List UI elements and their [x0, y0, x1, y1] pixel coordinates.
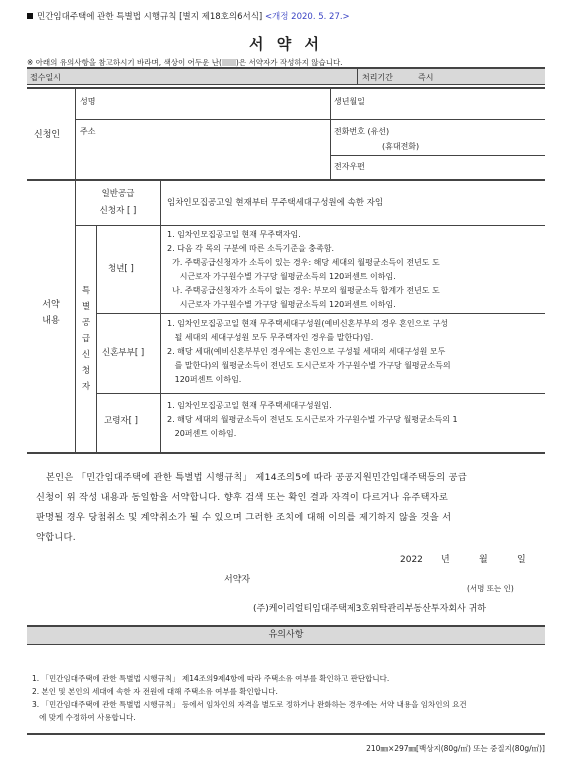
newlywed-checkbox[interactable]: 신혼부부[ ] [102, 348, 145, 358]
notes-title: 유의사항 [268, 630, 304, 640]
general-supply-checkbox[interactable]: 일반공급 신청자 [ ] [99, 189, 137, 216]
list-item: 2. 본인 및 본인의 세대에 속한 자 전원에 대해 주택소유 여부를 확인합니다. [32, 687, 278, 696]
instruction-note: ※ 아래의 유의사항을 참고하시기 바라며, 색상이 어두운 난( )은 서약자가 작성하지 않습니다. [27, 58, 343, 67]
shaded-swatch-icon [222, 59, 236, 66]
youth-conditions: 1. 임차인모집공고일 현재 무주택자임. 2. 다음 각 목의 구분에 따른 소득기준을 충족함. 가. 주택공급신청자가 소득이 있는 경우: 해당 세대의 월평균소득이 전년도 도 시근로자 가구원수별 가구당 월평균소득의 120퍼센트 이하임. 나. 주택공급신청자가 소득이 없는 경우: 부모의 월평균소득 합계가 전년도 도 시근로자 가구원수별 가구당 월평균소득의 120퍼센트 이하임. [167, 230, 440, 309]
year-unit: 년 [441, 555, 450, 565]
general-supply-text: 임차인모집공고일 현재부터 무주택세대구성원에 속한 자임 [167, 198, 384, 208]
name-field[interactable]: 성명 [80, 97, 96, 106]
list-item: 1. 「민간임대주택에 관한 특별법 시행규칙」 제14조의9제4항에 따라 주택소유 여부를 확인하고 판단합니다. [32, 674, 390, 683]
applicant-section-label: 신청인 [34, 130, 61, 140]
list-item: 3. 「민간임대주택에 관한 특별법 시행규칙」 등에서 임차인의 자격을 별도로 정하거나 완화하는 경우에는 서약 내용을 임차인의 요건 [32, 700, 467, 709]
recipient: (주)케이리얼티임대주택제3호위탁관리부동산투자회사 귀하 [253, 604, 486, 614]
receipt-row [27, 69, 545, 84]
revision-date: <개정 2020. 5. 27.> [264, 12, 350, 22]
mobile-field[interactable]: (휴대전화) [382, 142, 420, 151]
form-header [27, 12, 350, 23]
square-bullet-icon [27, 13, 33, 19]
day-unit: 일 [517, 555, 526, 565]
oath-paragraph: 본인은 「민간임대주택에 관한 특별법 시행규칙」 제14조의5에 따라 공공지원민간임대주택등의 공급 신청이 위 작성 내용과 동일함을 서약합니다. 향후 검색 또는 확인 결과 자격이 다르거나 유주택자로 판명될 경우 당첨취소 및 계약취소가 될 수 있으며 그러한 조치에 대해 이의를 제기하지 않을 것을 서 약합니다. [36, 472, 468, 543]
senior-checkbox[interactable]: 고령자[ ] [104, 416, 138, 426]
form-label: 민간임대주택에 관한 특별법 시행규칙 [별지 제18호의6서식] [37, 12, 263, 22]
special-supply-label: 특 별 공 급 신 청 자 [81, 286, 91, 392]
pledge-section-label: 서약 내용 [42, 300, 60, 326]
signature-hint: (서명 또는 인) [467, 584, 514, 593]
month-unit: 월 [479, 555, 488, 565]
date-year[interactable]: 2022 [400, 555, 423, 565]
phone-field[interactable]: 전화번호 (유선) [334, 127, 390, 136]
senior-conditions: 1. 임차인모집공고일 현재 무주택세대구성원임. 2. 해당 세대의 월평균소득이 전년도 도시근로자 가구원수별 가구당 월평균소득의 1 20퍼센트 이하임. [167, 401, 458, 438]
processing-period-value: 즉시 [418, 73, 434, 82]
address-field[interactable]: 주소 [80, 127, 96, 136]
email-field[interactable]: 전자우편 [334, 162, 365, 171]
signer-label[interactable]: 서약자 [224, 575, 251, 585]
youth-checkbox[interactable]: 청년[ ] [108, 264, 134, 274]
list-item: 에 맞게 수정하여 사용합니다. [32, 713, 136, 722]
document-title: 서 약 서 [249, 35, 323, 53]
birthdate-field[interactable]: 생년월일 [334, 97, 365, 106]
newlywed-conditions: 1. 임차인모집공고일 현재 무주택세대구성원(예비신혼부부의 경우 혼인으로 구성 될 세대의 세대구성원 모두 무주택자인 경우를 말한다)임. 2. 해당 세대(예비신혼부부인 경우에는 혼인으로 구성될 세대의 세대구성원 모두 를 말한다)의 월평균소득이 전년도 도시근로자 가구원수별 가구당 월평균소득의 120퍼센트 이하임. [167, 319, 451, 384]
paper-spec-footer: 210㎜×297㎜[백상지(80g/㎡) 또는 중질지(80g/㎡)] [366, 744, 545, 753]
notes-list [32, 672, 467, 724]
processing-period-label: 처리기간 [362, 73, 393, 82]
receipt-date-label: 접수일시 [30, 73, 61, 82]
